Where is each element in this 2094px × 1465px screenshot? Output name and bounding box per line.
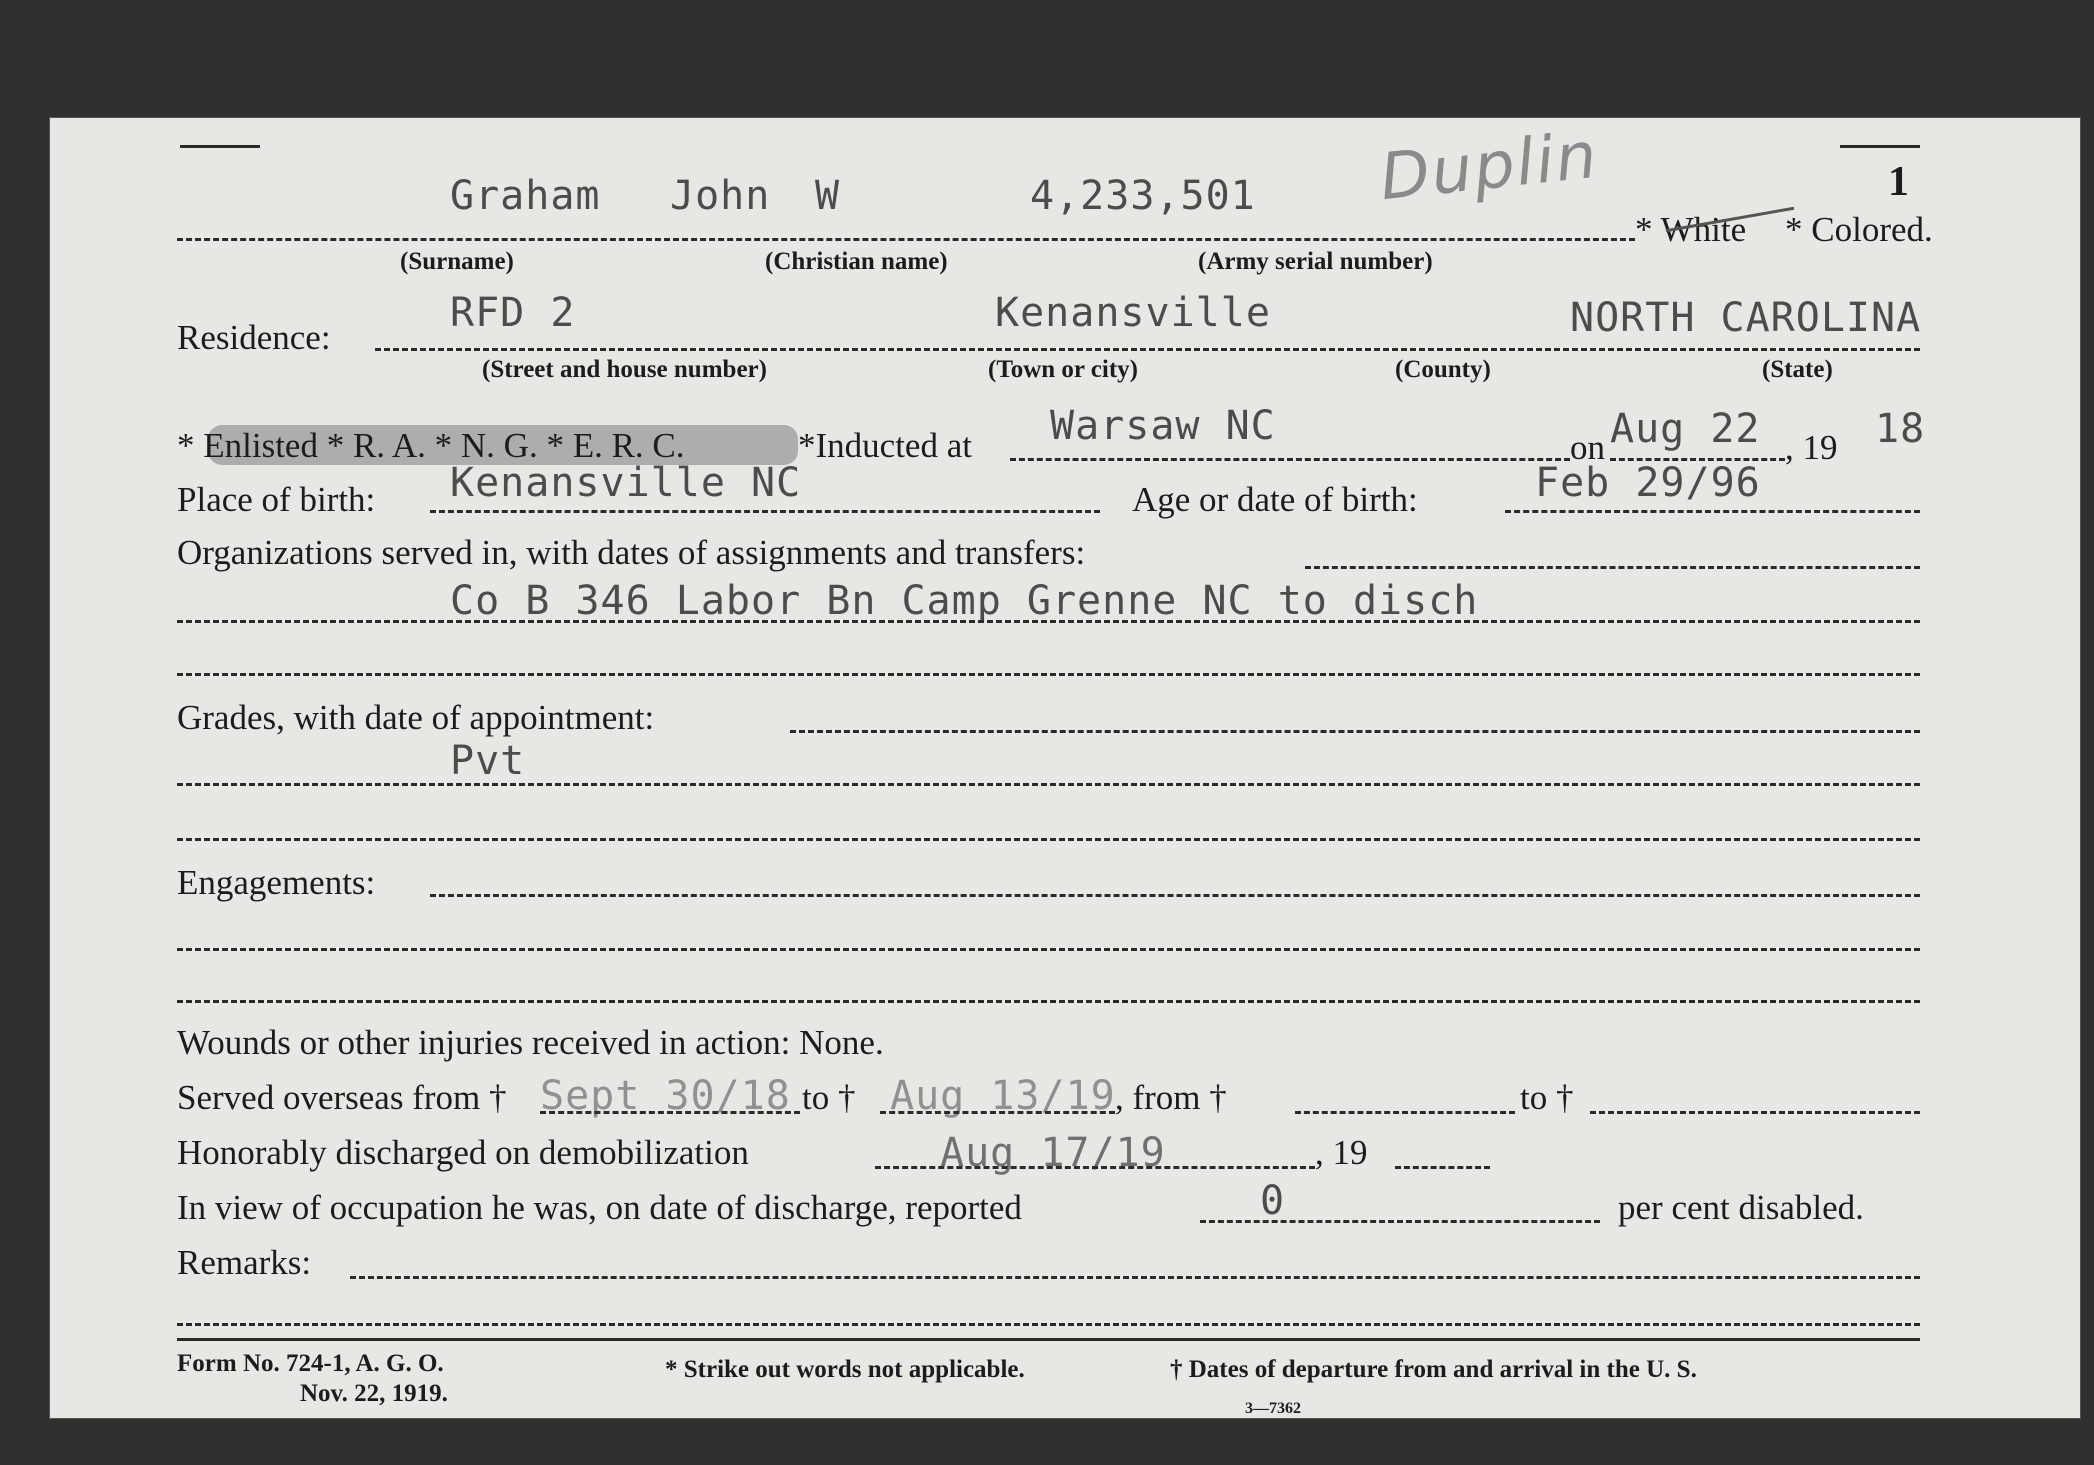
draft-card xyxy=(50,118,2080,1418)
organizations-line-2 xyxy=(177,673,1920,676)
date-of-birth-value: Feb 29/96 xyxy=(1535,460,1761,506)
inducted-place: Warsaw NC xyxy=(1050,403,1276,449)
residence-town: Kenansville xyxy=(995,290,1271,336)
grades-line-0 xyxy=(790,730,1920,733)
overseas-to-date: Aug 13/19 xyxy=(890,1073,1116,1119)
footer-rule xyxy=(177,1338,1920,1341)
caption-town: (Town or city) xyxy=(988,356,1138,383)
engagements-line-2 xyxy=(177,1000,1920,1003)
year-prefix: , 19 xyxy=(1785,428,1838,467)
overseas-from2-label: , from † xyxy=(1115,1078,1227,1117)
christian-name-value: John xyxy=(670,173,771,219)
inducted-line xyxy=(1010,458,1570,461)
remarks-line-0 xyxy=(350,1276,1920,1279)
caption-street: (Street and house number) xyxy=(482,356,767,383)
overseas-to-line xyxy=(880,1111,1115,1114)
organizations-line-0 xyxy=(1305,566,1920,569)
form-date: Nov. 22, 1919. xyxy=(300,1380,448,1407)
form-number: Form No. 724-1, A. G. O. xyxy=(177,1350,444,1377)
residence-state: NORTH CAROLINA xyxy=(1570,295,1922,341)
residence-label: Residence: xyxy=(177,318,331,357)
place-of-birth-line xyxy=(430,510,1100,513)
disability-value: 0 xyxy=(1260,1178,1286,1224)
engagements-line-0 xyxy=(430,894,1920,897)
remarks-line-1 xyxy=(177,1323,1920,1326)
race-white: * White xyxy=(1635,210,1747,249)
discharge-line xyxy=(875,1166,1315,1169)
wounds-label: Wounds or other injuries received in action: None. xyxy=(177,1023,884,1062)
organizations-entry: Co B 346 Labor Bn Camp Grenne NC to disch xyxy=(450,578,1479,624)
grades-line-1 xyxy=(177,783,1920,786)
strike-note: * Strike out words not applicable. xyxy=(665,1356,1025,1383)
age-label: Age or date of birth: xyxy=(1132,480,1418,519)
surname-value: Graham xyxy=(450,173,601,219)
induction-year: 18 xyxy=(1875,406,1926,452)
remarks-label: Remarks: xyxy=(177,1243,312,1282)
caption-christian-name: (Christian name) xyxy=(765,248,948,275)
overseas-from-date: Sept 30/18 xyxy=(540,1073,791,1119)
discharge-year: , 19 xyxy=(1315,1133,1368,1172)
residence-street: RFD 2 xyxy=(450,290,576,336)
residence-line xyxy=(375,348,1920,351)
overseas-to2-line xyxy=(1590,1111,1920,1114)
grades-line-2 xyxy=(177,838,1920,841)
overseas-from-line xyxy=(540,1111,800,1114)
place-of-birth-label: Place of birth: xyxy=(177,480,376,519)
place-of-birth-value: Kenansville NC xyxy=(450,460,802,506)
discharge-date: Aug 17/19 xyxy=(940,1130,1166,1176)
overseas-label: Served overseas from † xyxy=(177,1078,507,1117)
enlisted-options: * Enlisted * R. A. * N. G. * E. R. C. xyxy=(177,426,685,465)
inducted-label: *Inducted at xyxy=(798,426,972,465)
middle-initial-value: W xyxy=(815,173,841,219)
overseas-to2-label: to † xyxy=(1520,1078,1574,1117)
discharge-year-line xyxy=(1395,1166,1490,1169)
age-line xyxy=(1505,510,1920,513)
caption-county: (County) xyxy=(1395,356,1491,383)
print-code: 3—7362 xyxy=(1245,1400,1301,1417)
overseas-to-label: to † xyxy=(802,1078,856,1117)
organizations-label: Organizations served in, with dates of assignments and transfers: xyxy=(177,533,1086,572)
grades-label: Grades, with date of appointment: xyxy=(177,698,655,737)
disability-line xyxy=(1200,1220,1600,1223)
inducted-date: Aug 22 xyxy=(1610,406,1761,452)
caption-state: (State) xyxy=(1762,356,1833,383)
race-colored: * Colored. xyxy=(1785,210,1933,249)
disability-label: In view of occupation he was, on date of discharge, reported xyxy=(177,1188,1022,1227)
card-number: 1 xyxy=(1888,159,1909,205)
engagements-label: Engagements: xyxy=(177,863,376,902)
on-label: on xyxy=(1570,428,1605,467)
discharge-label: Honorably discharged on demobilization xyxy=(177,1133,749,1172)
overseas-from2-line xyxy=(1295,1111,1515,1114)
top-left-rule xyxy=(180,145,260,148)
top-right-rule xyxy=(1840,145,1920,148)
name-line xyxy=(177,238,1635,241)
dagger-note: † Dates of departure from and arrival in the U. S. xyxy=(1170,1356,1697,1383)
caption-serial-number: (Army serial number) xyxy=(1198,248,1433,275)
serial-number-value: 4,233,501 xyxy=(1030,173,1256,219)
handwritten-county: Duplin xyxy=(1376,118,1602,216)
grade-value: Pvt xyxy=(450,738,526,784)
organizations-line-1 xyxy=(177,620,1920,623)
engagements-line-1 xyxy=(177,948,1920,951)
caption-surname: (Surname) xyxy=(400,248,514,275)
disability-suffix: per cent disabled. xyxy=(1618,1188,1864,1227)
